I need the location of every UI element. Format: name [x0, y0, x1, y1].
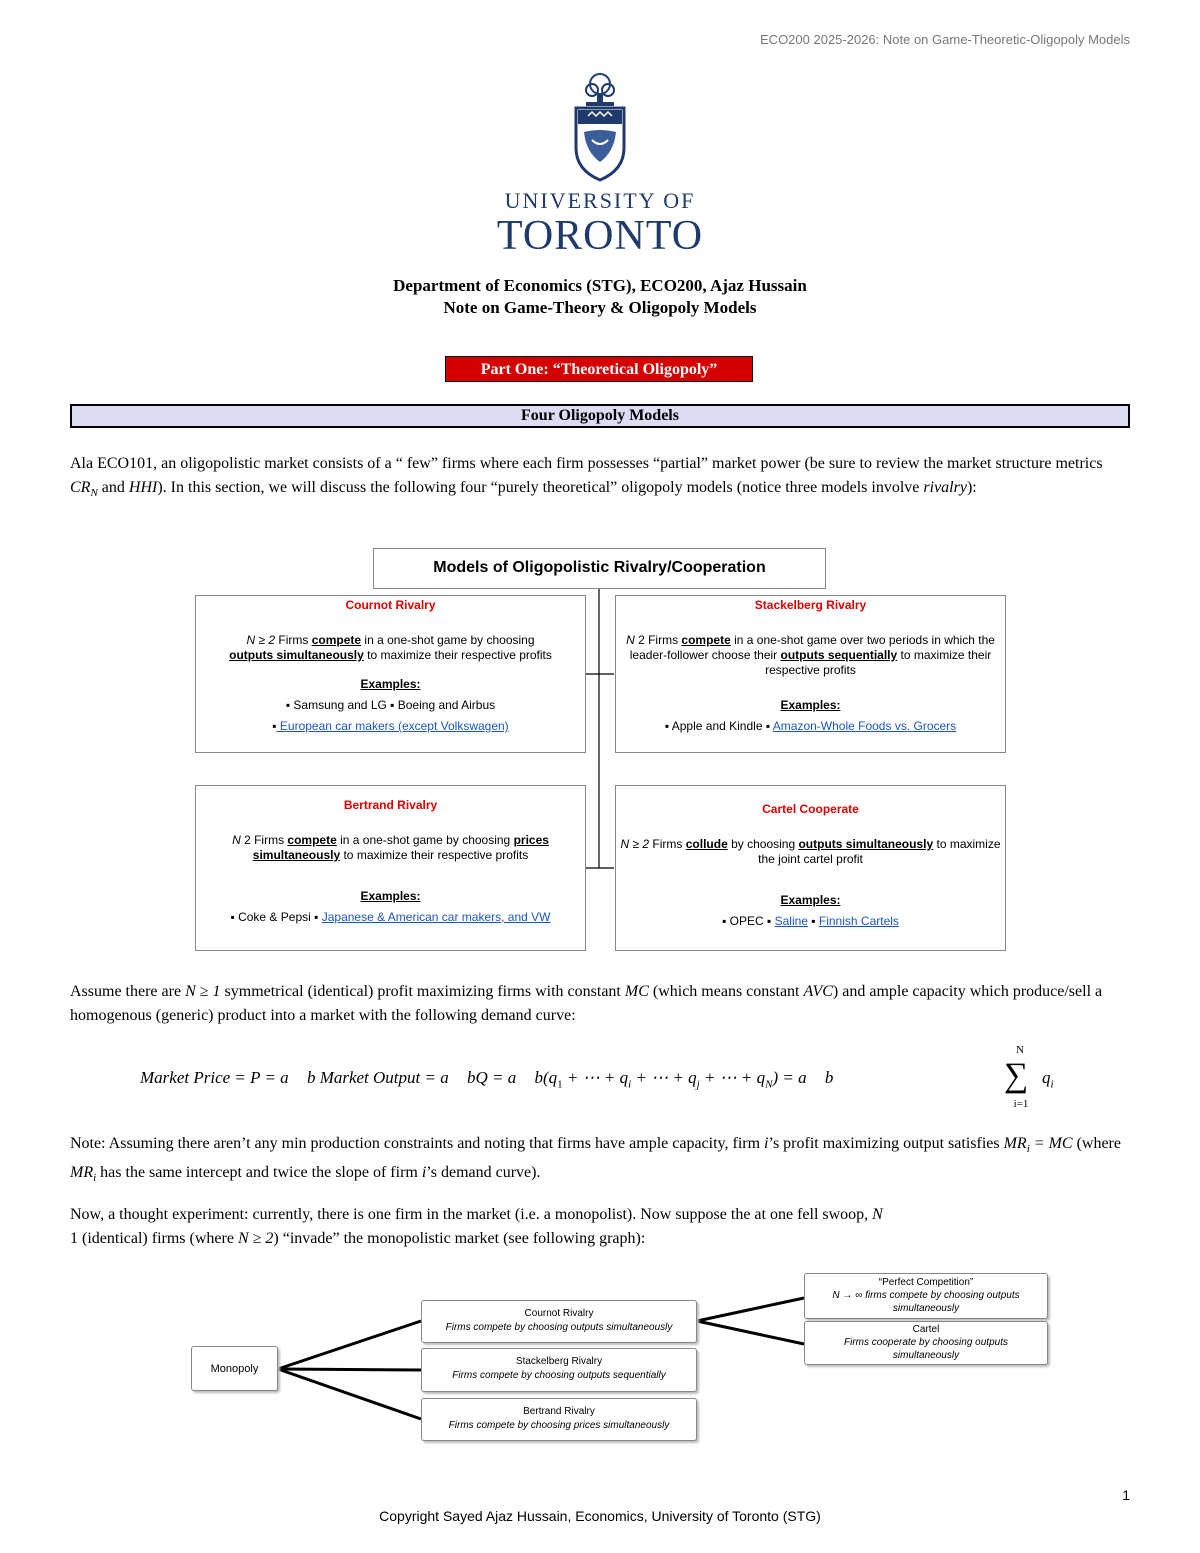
doc-title-line1: Department of Economics (STG), ECO200, Ajaz Hussain: [393, 276, 807, 295]
page-number: 1: [1122, 1487, 1130, 1503]
intro-paragraph: Ala ECO101, an oligopolistic market consists of a “ few” firms where each firm possesses “partial” market power (be sure to review the market structure metrics $CR_N$ and HHI). In this section, we will discuss the following four “purely theoretical” oligopoly models (notice three models involve rivalry):: [70, 455, 1103, 500]
cournot-model-box: Cournot Rivalry N ≥ 2 Firms compete in a one-shot game by choosing outputs simultaneously to maximize their respective profits Examples: ▪ Samsung and LG ▪ Boeing and Airbus ▪ European car makers (except Volkswagen): [195, 595, 586, 753]
bertrand-model-box: Bertrand Rivalry N 2 Firms compete in a one-shot game by choosing prices simultaneously to maximize their respective profits Examples: ▪ Coke & Pepsi ▪ Japanese & American car makers, and VW: [195, 785, 586, 951]
stackelberg-example-link[interactable]: Amazon-Whole Foods vs. Grocers: [772, 719, 957, 733]
models-diagram-title: Models of Oligopolistic Rivalry/Cooperation: [373, 548, 826, 589]
thought-experiment-paragraph: Now, a thought experiment: currently, there is one firm in the market (i.e. a monopolist). Now suppose the at one fell swoop, N 1 (identical) firms (where N ≥ 2) “invade” the monopolistic market (see following graph):: [70, 1206, 883, 1247]
bertrand-example-link[interactable]: Japanese & American car makers, and VW: [321, 910, 551, 924]
flow-cartel-node: Cartel Firms cooperate by choosing outputs simultaneously: [804, 1321, 1048, 1365]
note-paragraph: Note: Assuming there aren’t any min production constraints and noting that firms have ample capacity, firm i’s profit maximizing output satisfies $MR_i$ = MC (where $MR_i$ has the same intercept and twice the slope of firm i’s demand curve).: [70, 1135, 1121, 1185]
demand-equation: Market Price = P = a b Market Output = a bQ = a $b(q_1$ + ⋯ + $q_i$ + ⋯ + $q_j$ + ⋯ + $q_N) = a$ b N ∑ i=1 $q_i$: [140, 1044, 1054, 1110]
svg-text:UNIVERSITY OF: UNIVERSITY OF: [504, 188, 696, 213]
flow-stackelberg-node: Stackelberg Rivalry Firms compete by choosing outputs sequentially: [421, 1348, 697, 1392]
stackelberg-model-box: Stackelberg Rivalry N 2 Firms compete in a one-shot game over two periods in which the leader-follower choose their outputs sequentially to maximize their respective profits Examples: ▪ Apple and Kindle ▪ Amazon-Whole Foods vs. Grocers: [615, 595, 1006, 753]
cournot-example-link[interactable]: European car makers (except Volkswagen): [276, 719, 509, 733]
flow-cournot-node: Cournot Rivalry Firms compete by choosing outputs simultaneously: [421, 1300, 697, 1343]
cartel-example-link-saline[interactable]: Saline: [774, 914, 808, 928]
flow-bertrand-node: Bertrand Rivalry Firms compete by choosing prices simultaneously: [421, 1398, 697, 1441]
sigma-symbol: ∑: [1004, 1057, 1029, 1094]
part-label: Part One: “Theoretical Oligopoly”: [445, 356, 753, 382]
cartel-example-link-finnish[interactable]: Finnish Cartels: [818, 914, 899, 928]
copyright-footer: Copyright Sayed Ajaz Hussain, Economics, University of Toronto (STG): [379, 1508, 821, 1524]
doc-title-line2: Note on Game-Theory & Oligopoly Models: [443, 298, 757, 317]
assumption-paragraph: Assume there are N ≥ 1 symmetrical (identical) profit maximizing firms with constant MC (which means constant AVC) and ample capacity which produce/sell a homogenous (generic) product into a market with the following demand curve:: [70, 983, 1103, 1024]
running-header: ECO200 2025-2026: Note on Game-Theoretic-Oligopoly Models: [760, 32, 1130, 47]
section-heading: Four Oligopoly Models: [70, 404, 1130, 428]
svg-text:TORONTO: TORONTO: [496, 213, 704, 259]
flow-perfect-competition-node: “Perfect Competition” N → ∞ firms compete by choosing outputs simultaneously: [804, 1273, 1048, 1319]
cartel-model-box: Cartel Cooperate N ≥ 2 Firms collude by choosing outputs simultaneously to maximize the joint cartel profit Examples: ▪ OPEC ▪ Saline ▪ Finnish Cartels: [615, 785, 1006, 951]
flow-monopoly-node: Monopoly: [191, 1346, 278, 1391]
